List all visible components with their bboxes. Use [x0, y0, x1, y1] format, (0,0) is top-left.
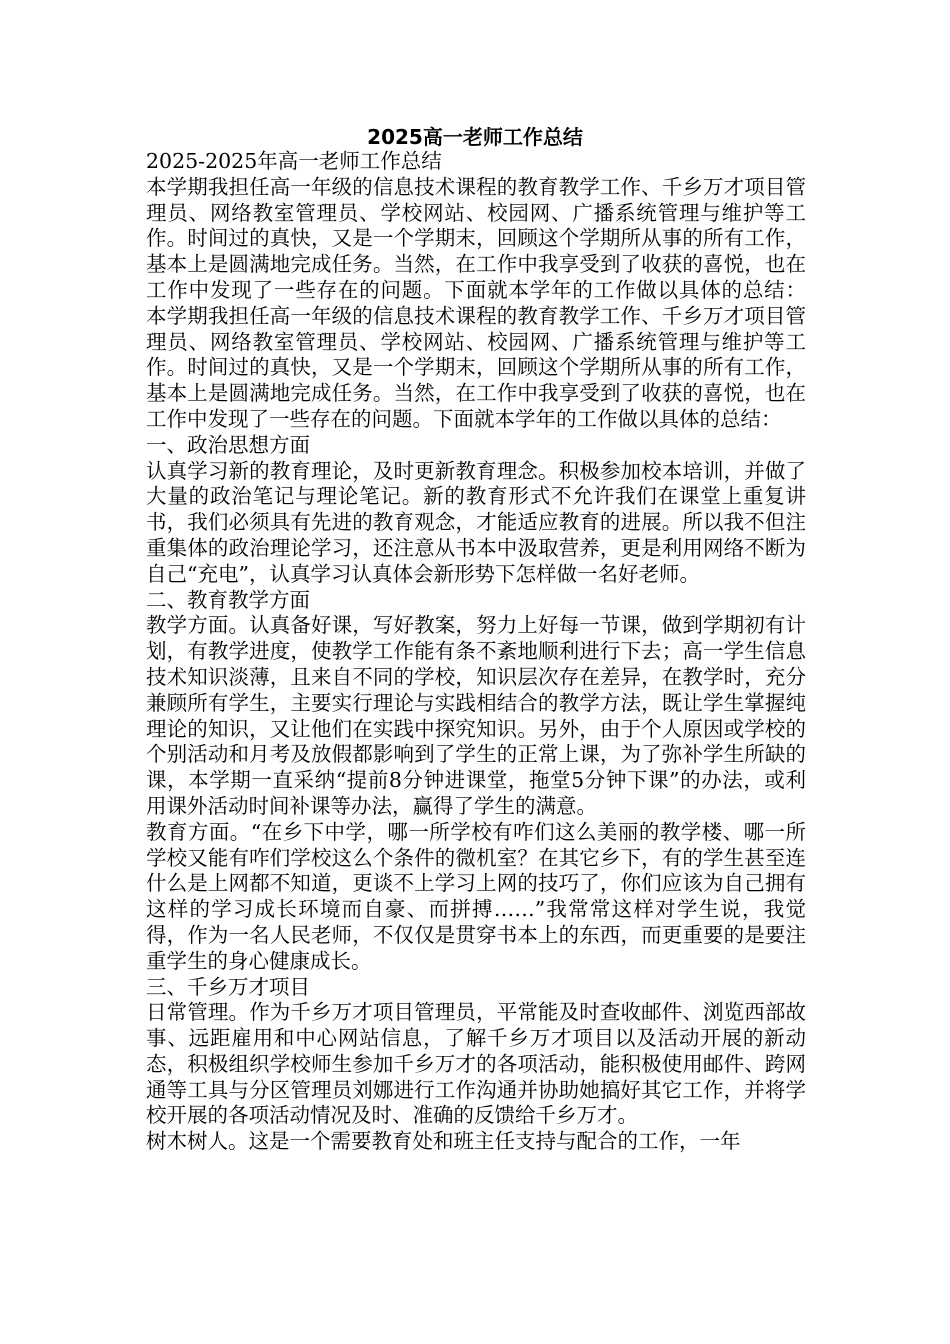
subtitle-line: 2025-2025年高一老师工作总结: [146, 149, 442, 173]
section-heading-politics: 一、政治思想方面: [146, 432, 310, 457]
daily-management-paragraph: 日常管理。作为千乡万才项目管理员，平常能及时查收邮件、浏览西部故事、远距雇用和中心网站信息，了解千乡万才项目以及活动开展的新动态，积极组织学校师生参加千乡万才的各项活动，能积极使用邮件、跨网通等工具与分区管理员刘娜进行工作沟通并协助她搞好其它工作，并将学校开展的各项活动情况及时、准确的反馈给千乡万才。: [146, 1000, 806, 1128]
teaching-paragraph: 教学方面。认真备好课，写好教案，努力上好每一节课，做到学期初有计划，有教学进度，使教学工作能有条不紊地顺利进行下去；高一学生信息技术知识淡薄，且来自不同的学校，知识层次存在差异，在教学时，充分兼顾所有学生，主要实行理论与实践相结合的教学方法，既让学生掌握纯理论的知识，又让他们在实践中探究知识。另外，由于个人原因或学校的个别活动和月考及放假都影响到了学生的正常上课，为了弥补学生所缺的课，本学期一直采纳“提前8分钟进课堂，拖堂5分钟下课”的办法，或利用课外活动时间补课等办法，赢得了学生的满意。: [146, 613, 806, 818]
section-heading-teaching: 二、教育教学方面: [146, 587, 310, 612]
document-title: 2025高一老师工作总结: [367, 125, 583, 149]
politics-paragraph: 认真学习新的教育理论，及时更新教育理念。积极参加校本培训，并做了大量的政治笔记与理论笔记。新的教育形式不允许我们在课堂上重复讲书，我们必须具有先进的教育观念，才能适应教育的进展。所以我不但注重集体的政治理论学习，还注意从书本中汲取营养，更是利用网络不断为自己“充电”，认真学习认真体会新形势下怎样做一名好老师。: [146, 458, 806, 586]
tree-people-paragraph: 树木树人。这是一个需要教育处和班主任支持与配合的工作，一年: [146, 1129, 741, 1154]
education-paragraph: 教育方面。“在乡下中学，哪一所学校有咋们这么美丽的教学楼、哪一所学校又能有咋们学校这么个条件的微机室？在其它乡下，有的学生甚至连什么是上网都不知道，更谈不上学习上网的技巧了，你们应该为自己拥有这样的学习成长环境而自豪、而拼搏……”我常常这样对学生说，我觉得，作为一名人民老师，不仅仅是贯穿书本上的东西，而更重要的是要注重学生的身心健康成长。: [146, 819, 806, 973]
section-heading-project: 三、千乡万才项目: [146, 974, 310, 999]
intro-paragraph: 本学期我担任高一年级的信息技术课程的教育教学工作、千乡万才项目管理员、网络教室管理员、学校网站、校园网、广播系统管理与维护等工作。时间过的真快，又是一个学期末，回顾这个学期所从事的所有工作，基本上是圆满地完成任务。当然，在工作中我享受到了收获的喜悦，也在工作中发现了一些存在的问题。下面就本学年的工作做以具体的总结： 本学期我担任高一年级的信息技术课程的教育教学工作、千乡万才项目管理员、网络教室管理员、学校网站、校园网、广播系统管理与维护等工作。时间过的真快，又是一个学期末，回顾这个学期所从事的所有工作，基本上是圆满地完成任务。当然，在工作中我享受到了收获的喜悦，也在工作中发现了一些存在的问题。下面就本学年的工作做以具体的总结：: [146, 174, 806, 431]
document-body: [146, 149, 806, 1155]
